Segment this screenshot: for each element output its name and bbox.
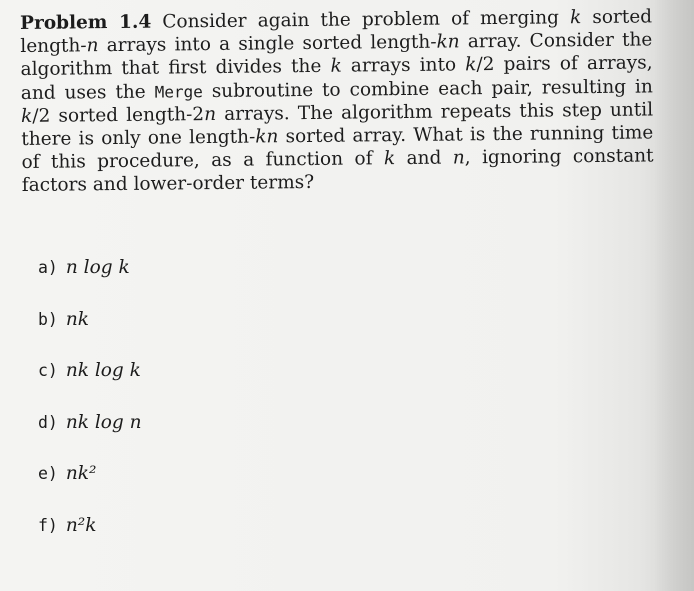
problem-text: arrays. The algorithm repeats this step until there is only one length- xyxy=(21,99,654,151)
option-b[interactable] xyxy=(38,300,142,352)
problem-text: /2 sorted length-2 xyxy=(32,103,205,127)
option-label: f) xyxy=(38,515,58,535)
option-expression: nk log n xyxy=(65,411,142,433)
problem-text: and xyxy=(395,147,453,170)
option-label: a) xyxy=(38,258,58,277)
problem-text: , ignoring constant factors and lower-order terms? xyxy=(21,145,654,197)
problem-text: /2 pairs of arrays, and uses the xyxy=(20,52,653,104)
problem-text: Consider again the problem of merging xyxy=(162,7,571,33)
var-k: k xyxy=(20,105,33,127)
option-expression: nk² xyxy=(65,463,97,484)
var-n: n xyxy=(86,35,99,57)
var-k: k xyxy=(569,7,582,29)
problem-text: arrays into a single sorted length- xyxy=(98,31,437,57)
option-e[interactable] xyxy=(38,454,142,506)
option-c[interactable] xyxy=(38,351,142,403)
problem-label: Problem 1.4 xyxy=(20,11,152,34)
answer-options xyxy=(38,248,142,557)
var-k: k xyxy=(330,56,342,78)
var-n: n xyxy=(452,147,465,169)
merge-subroutine-name: Merge xyxy=(154,81,203,102)
option-label: d) xyxy=(38,412,58,432)
option-label: e) xyxy=(38,464,58,483)
problem-text: sorted length- xyxy=(20,6,653,58)
option-expression: n log k xyxy=(65,257,130,278)
problem-text: sorted array. What is the running time of this procedure, as a function of xyxy=(21,122,654,174)
option-d[interactable] xyxy=(38,403,142,455)
option-expression: nk xyxy=(65,308,89,330)
page-edge-shadow xyxy=(654,0,694,591)
option-label: c) xyxy=(38,361,58,380)
var-kn: kn xyxy=(436,31,460,53)
problem-statement xyxy=(20,5,654,197)
var-kn: kn xyxy=(255,126,279,148)
var-k: k xyxy=(383,148,396,170)
option-label: b) xyxy=(38,309,58,329)
option-f[interactable] xyxy=(38,506,142,558)
var-k: k xyxy=(465,54,477,76)
option-expression: n²k xyxy=(65,514,97,536)
problem-text: array. Consider the algorithm that first divides the xyxy=(20,29,653,81)
var-n: n xyxy=(204,103,217,125)
problem-text: subroutine to combine each pair, resulting in xyxy=(202,75,653,102)
option-expression: nk log k xyxy=(65,360,141,381)
option-a[interactable] xyxy=(38,248,142,300)
problem-text: arrays into xyxy=(341,54,466,78)
